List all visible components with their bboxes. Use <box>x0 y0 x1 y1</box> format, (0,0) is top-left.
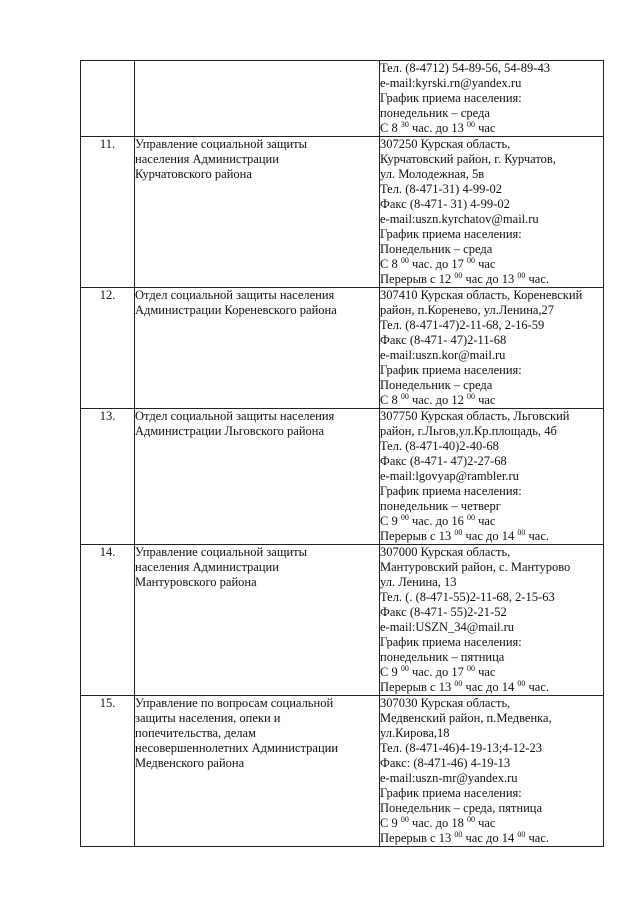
contact-info-line: График приема населения: <box>380 227 522 241</box>
schedule-time-line <box>380 665 603 680</box>
office-name-cell <box>135 288 380 409</box>
office-name-line: несовершеннолетних Администрации <box>135 741 339 755</box>
table-row <box>81 409 604 545</box>
time-text: час <box>474 665 496 679</box>
office-name-line: Управление по вопросам социальной <box>135 696 334 710</box>
contact-info-line: Тел. (8-471-31) 4-99-02 <box>380 182 503 196</box>
contact-info-line: район, г.Льгов,ул.Кр.площадь, 4б <box>380 424 557 438</box>
time-text: час до 14 <box>462 529 518 543</box>
time-text: С 9 <box>380 514 401 528</box>
contact-info-line: Тел. (8-4712) 54-89-56, 54-89-43 <box>380 61 550 75</box>
contact-info-line: Факс: (8-471-46) 4-19-13 <box>380 756 511 770</box>
row-number <box>81 61 135 137</box>
table-row <box>81 696 604 847</box>
office-name-line: попечительства, делам <box>135 726 256 740</box>
minutes-superscript: 00 <box>400 256 409 265</box>
schedule-time-line <box>380 514 603 529</box>
contact-info-cell <box>380 409 604 545</box>
contact-info-line: e-mail:uszn.kyrchatov@mail.ru <box>380 212 539 226</box>
contact-info-line: Медвенский район, п.Медвенка, <box>380 711 552 725</box>
minutes-superscript: 00 <box>400 392 409 401</box>
time-text: час. до 16 <box>408 514 467 528</box>
time-text: час. до 17 <box>408 665 467 679</box>
time-text: час <box>474 816 496 830</box>
contact-info-line: 307750 Курская область, Льговский <box>380 409 570 423</box>
office-name-cell <box>135 696 380 847</box>
minutes-superscript: 00 <box>400 815 409 824</box>
minutes-superscript: 00 <box>466 513 475 522</box>
office-name-line: Администрации Кореневского района <box>135 303 337 317</box>
minutes-superscript: 00 <box>454 528 463 537</box>
contact-info-line: 307410 Курская область, Кореневский <box>380 288 583 302</box>
office-name-line: защиты населения, опеки и <box>135 711 281 725</box>
contact-info-cell <box>380 288 604 409</box>
minutes-superscript: 00 <box>466 392 475 401</box>
time-text: час <box>474 257 496 271</box>
contact-info-line: Тел. (8-471-40)2-40-68 <box>380 439 499 453</box>
contact-info-line: График приема населения: <box>380 484 522 498</box>
contact-info-line: e-mail:uszn-mr@yandex.ru <box>380 771 518 785</box>
row-number: 13. <box>81 409 135 545</box>
schedule-time-line <box>380 529 603 544</box>
contact-info-line: ул. Ленина, 13 <box>380 575 457 589</box>
time-text: час до 13 <box>462 272 518 286</box>
contact-info-line: e-mail:USZN_34@mail.ru <box>380 620 515 634</box>
contact-info-line: e-mail:lgovyap@rambler.ru <box>380 469 519 483</box>
time-text: С 8 <box>380 121 401 135</box>
time-text: час <box>474 121 496 135</box>
minutes-superscript: 00 <box>517 528 526 537</box>
time-text: час. до 12 <box>408 393 467 407</box>
time-text: час. <box>525 680 549 694</box>
minutes-superscript: 00 <box>466 256 475 265</box>
office-name-line: Отдел социальной защиты населения <box>135 288 335 302</box>
minutes-superscript: 00 <box>517 830 526 839</box>
minutes-superscript: 00 <box>466 815 475 824</box>
contact-info-line: Понедельник – среда, пятница <box>380 801 543 815</box>
time-text: час до 14 <box>462 680 518 694</box>
schedule-time-line <box>380 272 603 287</box>
contact-info-cell <box>380 545 604 696</box>
time-text: Перерыв с 13 <box>380 529 455 543</box>
time-text: С 8 <box>380 393 401 407</box>
office-name-cell <box>135 137 380 288</box>
time-text: час. до 13 <box>408 121 467 135</box>
contact-info-cell <box>380 137 604 288</box>
office-name-cell <box>135 409 380 545</box>
schedule-time-line <box>380 257 603 272</box>
minutes-superscript: 00 <box>517 271 526 280</box>
contact-info-cell <box>380 696 604 847</box>
time-text: час. до 17 <box>408 257 467 271</box>
row-number: 15. <box>81 696 135 847</box>
table-row <box>81 137 604 288</box>
time-text: Перерыв с 13 <box>380 680 455 694</box>
minutes-superscript: 00 <box>454 271 463 280</box>
minutes-superscript: 00 <box>400 513 409 522</box>
table-row <box>81 288 604 409</box>
contact-info-line: График приема населения: <box>380 635 522 649</box>
contact-info-line: понедельник – пятница <box>380 650 505 664</box>
schedule-time-line <box>380 816 603 831</box>
contact-info-line: понедельник – среда <box>380 106 490 120</box>
contact-info-line: График приема населения: <box>380 786 522 800</box>
minutes-superscript: 00 <box>517 679 526 688</box>
office-name-line: Управление социальной защиты <box>135 545 308 559</box>
time-text: час <box>474 393 496 407</box>
contact-info-line: Курчатовский район, г. Курчатов, <box>380 152 556 166</box>
office-name-cell <box>135 545 380 696</box>
minutes-superscript: 00 <box>466 664 475 673</box>
office-name-line: Мантуровского района <box>135 575 257 589</box>
contact-info-line: Понедельник – среда <box>380 378 493 392</box>
schedule-time-line <box>380 680 603 695</box>
office-name-line: населения Администрации <box>135 560 279 574</box>
time-text: Перерыв с 13 <box>380 831 455 845</box>
office-name-line: Администрации Льговского района <box>135 424 324 438</box>
time-text: час до 14 <box>462 831 518 845</box>
offices-table <box>80 60 604 847</box>
time-text: С 9 <box>380 816 401 830</box>
schedule-time-line <box>380 393 603 408</box>
minutes-superscript: 30 <box>400 120 409 129</box>
contact-info-line: район, п.Коренево, ул.Ленина,27 <box>380 303 555 317</box>
minutes-superscript: 00 <box>400 664 409 673</box>
row-number: 14. <box>81 545 135 696</box>
contact-info-cell <box>380 61 604 137</box>
schedule-time-line <box>380 831 603 846</box>
time-text: час. <box>525 272 549 286</box>
contact-info-line: Факс (8-471- 47)2-11-68 <box>380 333 507 347</box>
contact-info-line: e-mail:uszn.kor@mail.ru <box>380 348 506 362</box>
time-text: час <box>474 514 496 528</box>
contact-info-line: Факс (8-471- 31) 4-99-02 <box>380 197 510 211</box>
minutes-superscript: 00 <box>454 830 463 839</box>
row-number: 12. <box>81 288 135 409</box>
contact-info-line: e-mail:kyrski.rn@yandex.ru <box>380 76 522 90</box>
offices-table-body <box>81 61 604 847</box>
office-name-cell <box>135 61 380 137</box>
office-name-line: Курчатовского района <box>135 167 252 181</box>
contact-info-line: График приема населения: <box>380 91 522 105</box>
contact-info-line: Факс (8-471- 47)2-27-68 <box>380 454 507 468</box>
contact-info-line: Тел. (8-471-46)4-19-13;4-12-23 <box>380 741 542 755</box>
office-name-line: Управление социальной защиты <box>135 137 308 151</box>
time-text: С 9 <box>380 665 401 679</box>
time-text: час. <box>525 831 549 845</box>
time-text: С 8 <box>380 257 401 271</box>
contact-info-line: ул.Кирова,18 <box>380 726 450 740</box>
contact-info-line: ул. Молодежная, 5в <box>380 167 485 181</box>
time-text: час. <box>525 529 549 543</box>
office-name-line: Отдел социальной защиты населения <box>135 409 335 423</box>
contact-info-line: Мантуровский район, с. Мантурово <box>380 560 571 574</box>
table-row <box>81 61 604 137</box>
schedule-time-line <box>380 121 603 136</box>
contact-info-line: 307000 Курская область, <box>380 545 511 559</box>
contact-info-line: Понедельник – среда <box>380 242 493 256</box>
minutes-superscript: 00 <box>454 679 463 688</box>
contact-info-line: 307250 Курская область, <box>380 137 511 151</box>
contact-info-line: понедельник – четверг <box>380 499 501 513</box>
time-text: Перерыв с 12 <box>380 272 455 286</box>
contact-info-line: 307030 Курская область, <box>380 696 511 710</box>
time-text: час. до 18 <box>408 816 467 830</box>
contact-info-line: Тел. (8-471-47)2-11-68, 2-16-59 <box>380 318 545 332</box>
office-name-line: населения Администрации <box>135 152 279 166</box>
contact-info-line: Факс (8-471- 55)2-21-52 <box>380 605 507 619</box>
table-row <box>81 545 604 696</box>
minutes-superscript: 00 <box>466 120 475 129</box>
contact-info-line: График приема населения: <box>380 363 522 377</box>
office-name-line: Медвенского района <box>135 756 245 770</box>
row-number: 11. <box>81 137 135 288</box>
contact-info-line: Тел. (. (8-471-55)2-11-68, 2-15-63 <box>380 590 555 604</box>
